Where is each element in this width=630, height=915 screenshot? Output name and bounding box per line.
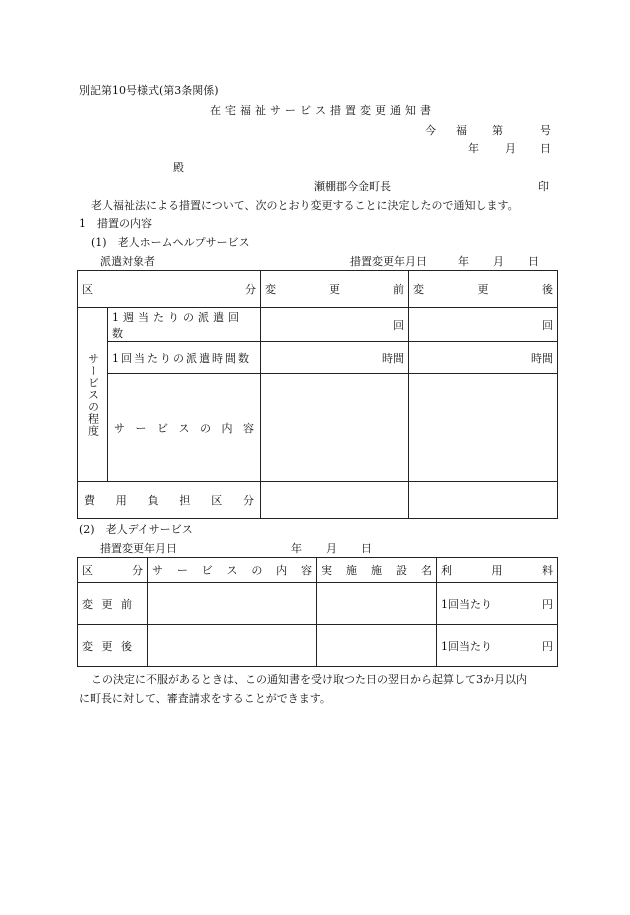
seal-mark: 印: [538, 180, 549, 193]
fee-after: 1回当たり 円: [437, 625, 558, 667]
visits-before-unit: 回: [261, 308, 409, 342]
intro-text: 老人福祉法による措置について、次のとおり変更することに決定したので通知します。: [91, 199, 519, 212]
facility-before: [317, 583, 437, 625]
doc-no-char: 号: [540, 124, 551, 137]
row-hours-per-visit-label: 1回当たりの派遣時間数: [108, 342, 261, 374]
doc-no-char: 今: [425, 124, 436, 137]
header-usage-fee: 利 用 料: [437, 558, 558, 583]
change-date-day: 日: [528, 255, 539, 268]
hours-after-unit: 時間: [409, 342, 558, 374]
dayservice-table: [77, 557, 558, 667]
row-after-label: 変 更 後: [78, 625, 148, 667]
visits-after-unit: 回: [409, 308, 558, 342]
change-date-month: 月: [493, 255, 504, 268]
service-content-before: [261, 374, 409, 482]
row-service-content-label: サ ー ビ ス の 内 容: [108, 374, 261, 482]
change-date-year: 年: [291, 542, 302, 555]
table-row: [78, 625, 558, 667]
fee-before: 1回当たり 円: [437, 583, 558, 625]
change-date-label: 措置変更年月日: [100, 542, 177, 555]
header-kubun: 区 分: [78, 271, 261, 308]
addressee-suffix: 殿: [173, 161, 184, 174]
service-level-group-cell: [78, 308, 108, 482]
row-visits-per-week-label: 1週当たりの派遣回数: [108, 308, 261, 342]
table-row: [78, 482, 558, 519]
homehelp-table: [77, 270, 558, 519]
cost-burden-after: [409, 482, 558, 519]
change-date-label: 措置変更年月日: [350, 255, 427, 268]
table-row: [78, 342, 558, 374]
header-facility-name: 実 施 施 設 名: [317, 558, 437, 583]
cost-burden-before: [261, 482, 409, 519]
date-month: 月: [505, 142, 516, 155]
document-title: 在宅福祉サービス措置変更通知書: [210, 104, 435, 117]
content-after: [148, 625, 317, 667]
facility-after: [317, 625, 437, 667]
table-header-row: [78, 271, 558, 308]
table-row: [78, 583, 558, 625]
service-content-after: [409, 374, 558, 482]
appeal-notice-line1: この決定に不服があるときは、この通知書を受け取つた日の翌日から起算して3か月以内: [91, 673, 527, 686]
form-reference: 別記第10号様式(第3条関係): [79, 84, 219, 97]
change-date-day: 日: [361, 542, 372, 555]
header-service-content: サ ー ビ ス の 内 容: [148, 558, 317, 583]
date-day: 日: [540, 142, 551, 155]
header-before: 変 更 前: [261, 271, 409, 308]
section1-heading: 1 措置の内容: [79, 217, 152, 230]
header-after: 変 更 後: [409, 271, 558, 308]
change-date-month: 月: [326, 542, 337, 555]
dayservice-heading: (2) 老人デイサービス: [79, 523, 193, 536]
row-before-label: 変 更 前: [78, 583, 148, 625]
table-row: [78, 374, 558, 482]
table-header-row: [78, 558, 558, 583]
content-before: [148, 583, 317, 625]
table-row: [78, 308, 558, 342]
issuer-name: 瀬棚郡今金町長: [314, 180, 391, 193]
change-date-year: 年: [458, 255, 469, 268]
date-year: 年: [468, 142, 479, 155]
homehelp-heading: (1) 老人ホームヘルプサービス: [91, 236, 250, 249]
doc-no-char: 福: [456, 124, 467, 137]
row-cost-burden-label: 費 用 負 担 区 分: [78, 482, 261, 519]
service-level-label: サービスの程度: [86, 352, 100, 437]
header-kubun: 区 分: [78, 558, 148, 583]
appeal-notice-line2: に町長に対して、審査請求をすることができます。: [79, 692, 331, 705]
dispatch-target-label: 派遣対象者: [100, 255, 155, 268]
doc-no-char: 第: [492, 124, 503, 137]
hours-before-unit: 時間: [261, 342, 409, 374]
